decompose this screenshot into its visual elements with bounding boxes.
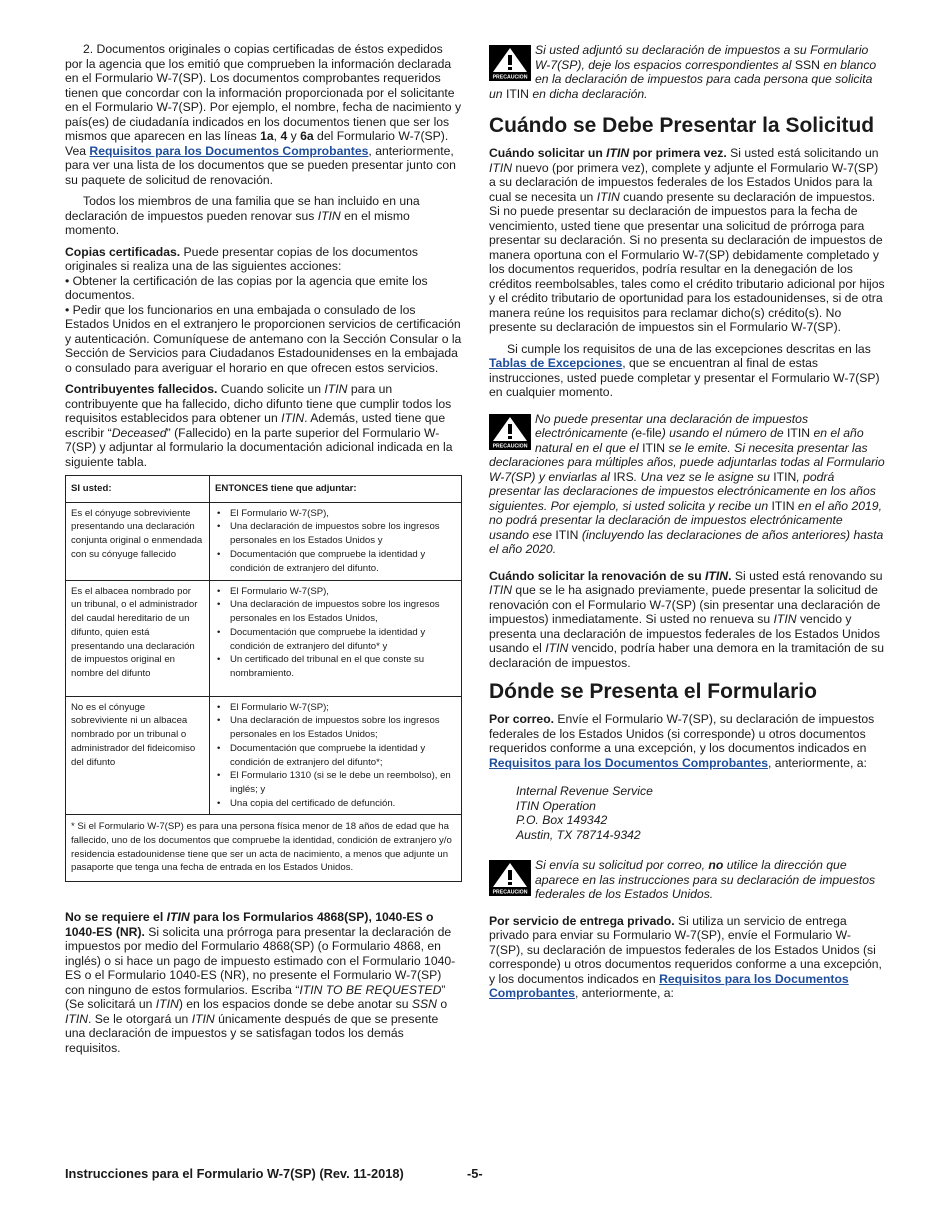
subheading-itin-primera-vez: Cuándo solicitar un ITIN por primera vez.	[489, 146, 727, 160]
paragraph-por-correo: Por correo. Envíe el Formulario W-7(SP), su declaración de impuestos federales de los Estados Unidos (si corresponde) u otros documentos requeridos conforme a una excepción, y los documentos indicados en Requisitos para los Documentos Comprobantes, anteriormente, a:	[489, 712, 875, 770]
paragraph-itin-primera-vez: Cuándo solicitar un ITIN por primera vez. Si usted está solicitando un ITIN nuevo (por primera vez), complete y adjunte el Formulario W-7(SP) a su declaración de impuestos federales de los Estados Unidos para la cual se necesita un ITIN cuando presente su declaración de impuestos. Si no puede presentar su declaración de impuestos para la fecha de vencimiento, usted tiene que presentar una solicitud de prórroga para presentar su declaración. Si no presenta su declaración de impuestos de manera oportuna con el Formulario W-7(SP) debidamente completado y los documentos requeridos, podría resultar en la denegación de los créditos reembolsables, tales como el crédito tributario adicional por hijos y el crédito tributario de oportunidad para los estadounidenses, si de otra manera reúne los requisitos para reclamar dicho(s) crédito(s). No presente su declaración de impuestos sin el Formulario W-7(SP).	[489, 146, 885, 334]
bullet-icon: •	[65, 302, 73, 317]
subheading-contribuyentes-fallecidos: Contribuyentes fallecidos.	[65, 382, 218, 396]
link-requisitos-documentos[interactable]: Requisitos para los Documentos Comprobantes	[489, 971, 849, 1000]
bullet-icon: •	[217, 797, 221, 809]
table-cell-condition: Es el cónyuge sobreviviente presentando una declaración conjunta original o enmendada con su cónyuge fallecido	[66, 502, 210, 580]
paragraph-renovacion-itin: Cuándo solicitar la renovación de su ITIN. Si usted está renovando su ITIN que se le ha asignado previamente, puede presentar la solicitud de renovación con el Formulario W-7(SP) (sin presentar una declaración de impuestos) inmediatamente. Si usted no renueva su ITIN vencido y presenta una declaración de impuestos federales de los Estados Unidos usando el ITIN vencido, podría haber una demora en la tramitación de su declaración de impuestos.	[489, 568, 884, 670]
link-tablas-excepciones[interactable]: Tablas de Excepciones	[489, 356, 623, 370]
caution-label: PRECAUCION	[492, 74, 528, 81]
bullet-icon: •	[217, 626, 221, 638]
caution-note-mail: PRECAUCION Si envía su solicitud por correo, no utilice la dirección que aparece en las instrucciones para su declaración de impuestos federales de los Estados Unidos.	[489, 858, 885, 902]
caution-icon	[489, 414, 531, 450]
bullet-embajada: • Pedir que los funcionarios en una embajada o consulado de los Estados Unidos en el extranjero le proporcionen servicios de certificación y autenticación. Comuníquese de antemano con la Sección Consular o la Sección de Servicios para Ciudadanos Estadounidenses en la embajada o consulado para averiguar el horario en que ofrecen estos servicios.	[65, 302, 462, 375]
caution-note-efile: PRECAUCION No puede presentar una declaración de impuestos electrónicamente (e-file) usando el número de ITIN en el año natural en el que el ITIN se le emite. Si necesita presentar las declaraciones para múltiples años, puede adjuntarlas todas al Formulario W-7(SP) y enviarlas al IRS. Una vez se le asigne su ITIN, podrá presentar las declaraciones de impuestos electrónicamente en los años siguientes. Por ejemplo, si usted solicita y recibe un ITIN en el año 2019, no podrá presentar la declaración de impuestos electrónicamente usando ese ITIN (incluyendo las declaraciones de años anteriores) hasta el año 2020.	[489, 411, 885, 556]
table-cell-attachments: • El Formulario W-7(SP), • Una declaración de impuestos sobre los ingresos personales en los Estados Unidos y • Documentación que compruebe la identidad y condición de extranjero del difunto.	[210, 502, 462, 580]
table-header-cell: ENTONCES tiene que adjuntar:	[210, 476, 462, 503]
table-note-row	[66, 815, 462, 882]
heading-cuando-presentar: Cuándo se Debe Presentar la Solicitud	[489, 114, 875, 137]
bullet-icon: •	[217, 599, 221, 611]
paragraph-documentos-originales: 2. Documentos originales o copias certificadas de éstos expedidos por la agencia que los emitió que comprueben la información declarada en el Formulario W-7(SP). Los documentos comprobantes requeridos tienen que concordar con la información proporcionada por el solicitante en el Formulario W-7(SP). Por ejemplo, el nombre, fecha de nacimiento y país(es) de ciudadanía indicados en los documentos tienen que ser los mismos que aparecen en las líneas 1a, 4 y 6a del Formulario W-7(SP). Vea Requisitos para los Documentos Comprobantes, anteriormente, para ver una lista de los documentos que se pueden presentar junto con su paquete de solicitud de renovación.	[65, 42, 462, 187]
deceased-taxpayer-table	[65, 475, 462, 882]
paragraph-copias-certificadas: Copias certificadas. Puede presentar copias de los documentos originales si realiza una de las siguientes acciones:	[65, 244, 418, 273]
caution-icon	[489, 45, 531, 81]
bullet-icon: •	[65, 273, 73, 288]
caution-label: PRECAUCION	[492, 443, 528, 449]
bullet-icon: •	[217, 742, 221, 754]
address-line: P.O. Box 149342	[516, 813, 608, 827]
bullet-icon: •	[217, 507, 221, 519]
bullet-icon: •	[217, 770, 221, 782]
address-line: Internal Revenue Service	[516, 784, 653, 798]
right-column	[489, 43, 885, 1001]
subheading-copias-certificadas: Copias certificadas.	[65, 244, 181, 259]
table-header-cell: SI usted:	[66, 476, 210, 503]
caution-note-ssn: PRECAUCION Si usted adjuntó su declaración de impuestos a su Formulario W-7(SP), deje los espacios correspondientes al SSN en blanco en la declaración de impuestos para cada persona que solicita un ITIN en dicha declaración.	[489, 43, 877, 101]
bullet-certificacion: • Obtener la certificación de las copias por la agencia que emite los documentos.	[65, 273, 428, 302]
heading-donde-presentar: Dónde se Presenta el Formulario	[489, 680, 817, 703]
page-footer	[65, 1166, 565, 1181]
caution-label: PRECAUCION	[492, 889, 528, 896]
paragraph-itin-no-requerido: No se requiere el ITIN para los Formularios 4868(SP), 1040-ES o 1040-ES (NR). Si solicita una prórroga para presentar la declaración de impuestos por medio del Formulario 4868(SP) (o Formulario 4868, en inglés) o si hace un pago de impuesto estimado con el Formulario 1040-ES o el Formulario 1040-ES (NR), no presente el Formulario W-7(SP) con ninguno de estos formularios. Escriba “ITIN TO BE REQUESTED” (Se solicitará un ITIN) en los espacios donde se debe anotar su SSN o ITIN. Se le otorgará un ITIN únicamente después de que se presente una declaración de impuestos y se satisfagan todos los demás requisitos.	[65, 910, 456, 1055]
table-cell-attachments: • El Formulario W-7(SP); • Una declaración de impuestos sobre los ingresos personales en los Estados Unidos; • Documentación que compruebe la identidad y condición de extranjero del difunto*; • El Formulario 1310 (si se le debe un reembolso), en inglés; y • Una copia del certificado de defunción.	[210, 696, 462, 815]
bullet-icon: •	[217, 654, 221, 666]
bullet-icon: •	[217, 521, 221, 533]
table-footnote: * Si el Formulario W-7(SP) es para una persona física menor de 18 años de edad que ha fallecido, uno de los documentos que compruebe la identidad, condición de extranjero y/o residencia estadounidense tiene que ser un acta de nacimiento, a menos que adjunte un pasaporte que tenga una fecha de entrada en los Estados Unidos.	[66, 815, 462, 882]
bullet-icon: •	[217, 585, 221, 597]
footer-title: Instrucciones para el Formulario W-7(SP) (Rev. 11-2018)	[65, 1166, 404, 1181]
table-row	[66, 696, 462, 815]
caution-icon	[489, 860, 531, 896]
bullet-icon: •	[217, 548, 221, 560]
link-requisitos-documentos[interactable]: Requisitos para los Documentos Comprobantes	[89, 143, 369, 158]
paragraph-servicio-privado: Por servicio de entrega privado. Si utiliza un servicio de entrega privado para enviar su Formulario W-7(SP), envíe el Formulario W-7(SP), su declaración de impuestos federales de los Estados Unidos (si corresponde) u otros documentos requeridos conforme a una excepción, y los documentos indicados en Requisitos para los Documentos Comprobantes, anteriormente, a:	[489, 913, 882, 1000]
paragraph-miembros-familia: Todos los miembros de una familia que se han incluido en una declaración de impuestos pueden renovar sus ITIN en el mismo momento.	[65, 194, 420, 237]
mailing-address	[516, 784, 885, 842]
table-row	[66, 502, 462, 580]
bullet-icon: •	[217, 701, 221, 713]
address-line: Austin, TX 78714-9342	[516, 827, 641, 842]
address-line: ITIN Operation	[516, 798, 596, 813]
table-row	[66, 580, 462, 696]
page-number: -5-	[467, 1166, 483, 1181]
table-header-row	[66, 476, 462, 503]
table-cell-attachments: • El Formulario W-7(SP), • Una declaración de impuestos sobre los ingresos personales en los Estados Unidos, • Documentación que compruebe la identidad y condición de extranjero del difunto* y • Un certificado del tribunal en el que conste su nombramiento.	[210, 580, 462, 696]
left-column	[65, 42, 462, 1055]
subheading-renovacion-itin: Cuándo solicitar la renovación de su ITIN.	[489, 568, 732, 583]
subheading-servicio-privado: Por servicio de entrega privado.	[489, 913, 675, 928]
bullet-icon: •	[217, 715, 221, 727]
subheading-por-correo: Por correo.	[489, 712, 555, 726]
table-cell-condition: Es el albacea nombrado por un tribunal, o el administrador del caudal hereditario de un difunto, quien está presentando una declaración de impuestos original en nombre del difunto	[66, 580, 210, 696]
link-requisitos-documentos[interactable]: Requisitos para los Documentos Comprobantes	[489, 755, 769, 770]
paragraph-contribuyentes-fallecidos: Contribuyentes fallecidos. Cuando solicite un ITIN para un contribuyente que ha fallecido, dicho difunto tiene que cumplir todos los requisitos establecidos para obtener un ITIN. Además, usted tiene que escribir “Deceased” (Fallecido) en la parte superior del Formulario W-7(SP) y adjuntar al formulario la documentación adicional indicada en la siguiente tabla.	[65, 382, 453, 469]
table-cell-condition: No es el cónyuge sobreviviente ni un albacea nombrado por un tribunal o administrador del fideicomiso del difunto	[66, 696, 210, 815]
paragraph-excepciones: Si cumple los requisitos de una de las excepciones descritas en las Tablas de Excepciones, que se encuentran al final de estas instrucciones, usted puede completar y presentar el Formulario W-7(SP) en cualquier momento.	[489, 341, 880, 399]
subheading-itin-no-requerido: No se requiere el ITIN para los Formularios 4868(SP), 1040-ES o 1040-ES (NR).	[65, 910, 434, 939]
